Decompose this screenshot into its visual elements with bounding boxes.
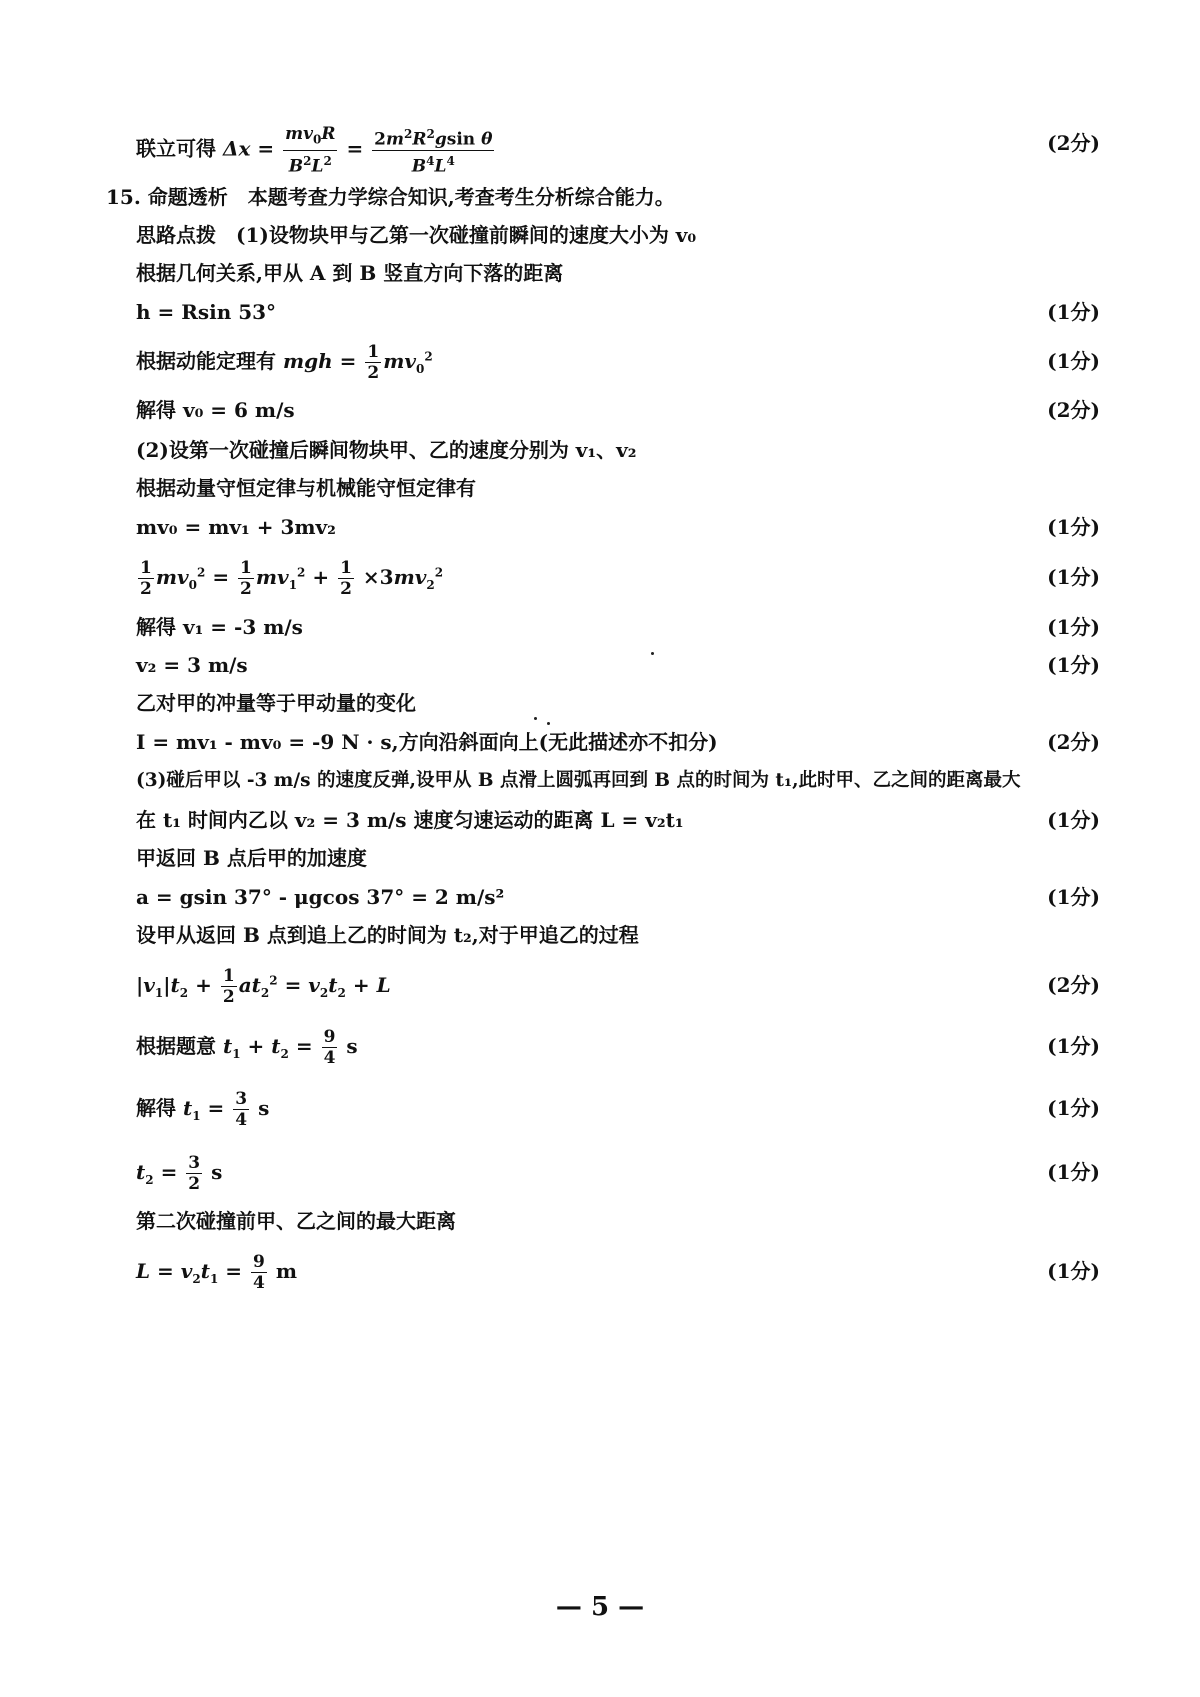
score-4: (1分) xyxy=(1047,300,1100,324)
score-20: (2分) xyxy=(1047,973,1100,997)
score-21: (1分) xyxy=(1047,1034,1100,1058)
score-9: (1分) xyxy=(1047,515,1100,539)
line-16: 在 t₁ 时间内乙以 v₂ = 3 m/s 速度匀速运动的距离 L = v₂t₁ xyxy=(136,808,684,832)
line-21: 根据题意 $t_1 + t_2$ = $\frac{9}{4}$ s xyxy=(136,1027,358,1068)
scan-speck xyxy=(651,652,654,655)
line-11: 解得 v₁ = -3 m/s xyxy=(136,615,303,639)
line-9: mv₀ = mv₁ + 3mv₂ xyxy=(136,515,336,539)
scan-speck xyxy=(534,717,537,720)
line-24: 第二次碰撞前甲、乙之间的最大距离 xyxy=(136,1209,456,1233)
line-19: 设甲从返回 B 点到追上乙的时间为 t₂,对于甲追乙的过程 xyxy=(136,923,639,947)
line-6: 解得 v₀ = 6 m/s xyxy=(136,398,295,422)
fraction: $\frac{1}{2}$ xyxy=(240,558,252,599)
line-8: 根据动量守恒定律与机械能守恒定律有 xyxy=(136,476,476,500)
score-5: (1分) xyxy=(1047,349,1100,373)
line-17: 甲返回 B 点后甲的加速度 xyxy=(136,846,367,870)
fraction: $\frac{mv_0R}{B^2L^2}$ xyxy=(285,124,336,177)
scan-speck xyxy=(547,722,550,725)
score-18: (1分) xyxy=(1047,885,1100,909)
line-1: 15. 命题透析 本题考查力学综合知识,考查考生分析综合能力。 xyxy=(106,185,675,209)
line-20: $|v_1|t_2$ + $\frac{1}{2}$ $at_2^2 = v_2t_2 + L$ xyxy=(136,966,391,1007)
score-16: (1分) xyxy=(1047,808,1100,832)
fraction: $\frac{9}{4}$ xyxy=(323,1027,336,1068)
line-18: a = gsin 37° - μgcos 37° = 2 m/s² xyxy=(136,885,505,909)
fraction: $\frac{3}{4}$ xyxy=(235,1089,248,1130)
score-25: (1分) xyxy=(1047,1259,1100,1283)
line-0: 联立可得 Δx = $\frac{mv_0R}{B^2L^2}$ = $\frac{2m^2R^2gsin \theta}{B^4L^4}$ xyxy=(136,124,493,177)
line-12: v₂ = 3 m/s xyxy=(136,653,248,677)
fraction: $\frac{1}{2}$ xyxy=(340,558,352,599)
line-25: $L = v_2t_1$ = $\frac{9}{4}$ m xyxy=(136,1252,297,1293)
fraction: $\frac{1}{2}$ xyxy=(222,966,235,1007)
fraction: $\frac{2m^2R^2gsin \theta}{B^4L^4}$ xyxy=(372,124,494,176)
line-4: h = Rsin 53° xyxy=(136,300,277,324)
fraction: $\frac{3}{2}$ xyxy=(188,1153,201,1194)
line-7: (2)设第一次碰撞后瞬间物块甲、乙的速度分别为 v₁、v₂ xyxy=(136,438,637,462)
line-22: 解得 $t_1$ = $\frac{3}{4}$ s xyxy=(136,1089,270,1130)
score-10: (1分) xyxy=(1047,565,1100,589)
score-12: (1分) xyxy=(1047,653,1100,677)
line-3: 根据几何关系,甲从 A 到 B 竖直方向下落的距离 xyxy=(136,261,564,285)
score-22: (1分) xyxy=(1047,1096,1100,1120)
line-14: I = mv₁ - mv₀ = -9 N · s,方向沿斜面向上(无此描述亦不扣分) xyxy=(136,730,718,754)
line-10: $\frac{1}{2}$ $mv_0^2$ = $\frac{1}{2}$ $mv_1^2$ + $\frac{1}{2}$ $\times 3mv_2^2$ xyxy=(140,558,444,599)
line-13: 乙对甲的冲量等于甲动量的变化 xyxy=(136,691,416,715)
score-0: (2分) xyxy=(1047,131,1100,155)
score-14: (2分) xyxy=(1047,730,1100,754)
line-2: 思路点拨 (1)设物块甲与乙第一次碰撞前瞬间的速度大小为 v₀ xyxy=(136,223,697,247)
page-number: — 5 — xyxy=(555,1592,645,1622)
line-23: $t_2$ = $\frac{3}{2}$ s xyxy=(136,1153,223,1194)
score-6: (2分) xyxy=(1047,398,1100,422)
score-11: (1分) xyxy=(1047,615,1100,639)
score-23: (1分) xyxy=(1047,1160,1100,1184)
fraction: $\frac{9}{4}$ xyxy=(253,1252,265,1293)
fraction: $\frac{1}{2}$ xyxy=(140,558,152,599)
fraction: $\frac{1}{2}$ xyxy=(367,342,380,383)
line-5: 根据动能定理有 mgh = $\frac{1}{2}$ $mv_0^2$ xyxy=(136,342,433,383)
line-15: (3)碰后甲以 -3 m/s 的速度反弹,设甲从 B 点滑上圆弧再回到 B 点的时间为 t₁,此时甲、乙之间的距离最大 xyxy=(136,770,1021,791)
